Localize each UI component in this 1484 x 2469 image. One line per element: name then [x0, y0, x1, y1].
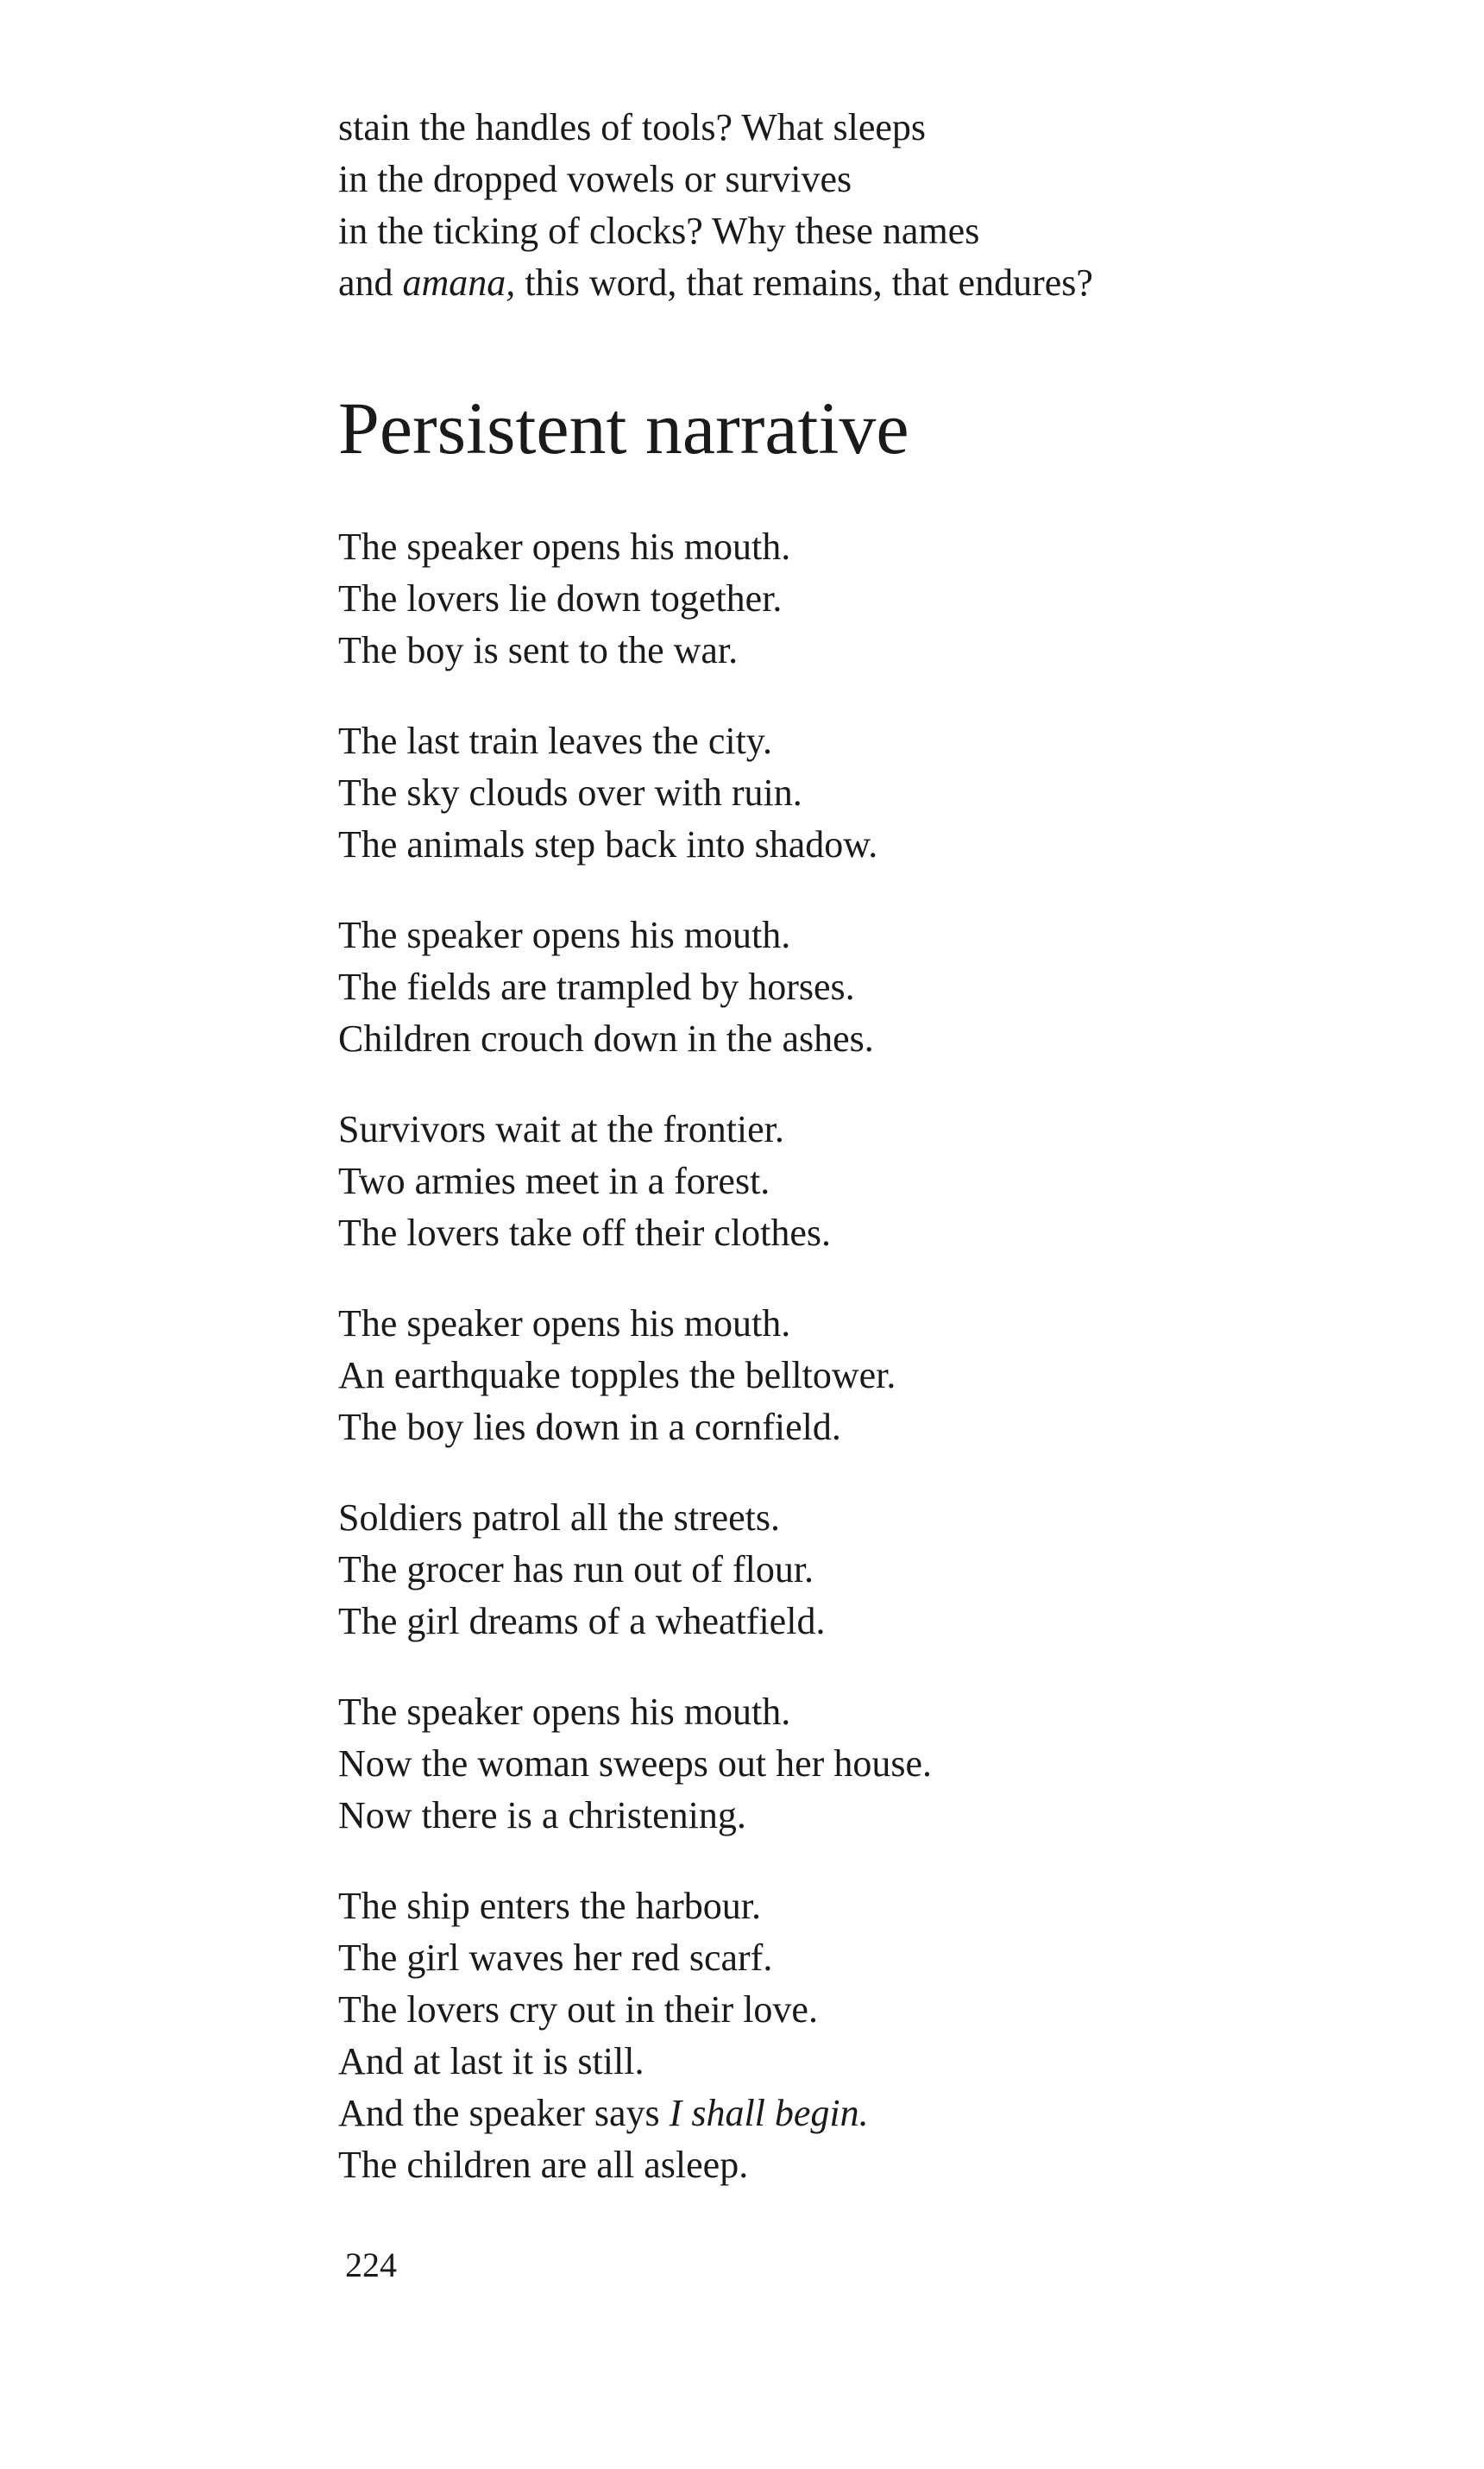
poem-line: [338, 961, 1374, 1013]
stanza: [338, 1104, 1374, 1259]
poem-line: [338, 1104, 1374, 1156]
line-text: The lovers cry out in their love.: [338, 1988, 818, 2031]
line-text: The fields are trampled by horses.: [338, 966, 855, 1008]
line-text: The speaker opens his mouth.: [338, 526, 791, 568]
poem-line: [338, 1544, 1374, 1596]
line-italic-text: amana,: [402, 261, 516, 304]
poem-line: [338, 1350, 1374, 1401]
poem-title: Persistent narrative: [338, 387, 909, 469]
poem-line: [338, 1013, 1374, 1065]
poem-line: [338, 521, 1374, 573]
line-text: The lovers lie down together.: [338, 577, 783, 620]
line-text: The lovers take off their clothes.: [338, 1212, 831, 1254]
poem-line: [338, 573, 1374, 625]
line-text: Now there is a christening.: [338, 1794, 746, 1836]
poem-line: [338, 625, 1374, 677]
line-text: stain the handles of tools? What sleeps: [338, 106, 927, 148]
poem-line: [338, 1596, 1374, 1647]
poem-line: [338, 1492, 1374, 1544]
poem-line: [338, 1932, 1374, 1984]
poem-line: [338, 1686, 1374, 1738]
poem-line: [338, 1738, 1374, 1790]
poem-body: [338, 521, 1374, 2191]
poem-line: [338, 1984, 1374, 2036]
stanza: [338, 521, 1374, 677]
poem-line: [338, 715, 1374, 767]
stanza: [338, 1298, 1374, 1453]
poem-line: [338, 1880, 1374, 1932]
poem-line: [338, 102, 1374, 154]
poem-line: [338, 2088, 1374, 2139]
poem-line: [338, 1207, 1374, 1259]
line-text: The boy is sent to the war.: [338, 629, 739, 671]
line-text-continued: this word, that remains, that endures?: [515, 261, 1093, 304]
poem-line: [338, 1401, 1374, 1453]
line-text: Soldiers patrol all the streets.: [338, 1496, 780, 1539]
line-text: The boy lies down in a cornfield.: [338, 1406, 841, 1448]
line-text: The last train leaves the city.: [338, 720, 772, 762]
poem-line: [338, 205, 1374, 257]
line-text: The grocer has run out of flour.: [338, 1548, 814, 1590]
line-text: The children are all asleep.: [338, 2144, 749, 2186]
line-text: in the dropped vowels or survives: [338, 158, 852, 200]
line-text: The girl dreams of a wheatfield.: [338, 1600, 826, 1642]
intro-stanza: [338, 102, 1374, 309]
line-text: The girl waves her red scarf.: [338, 1937, 773, 1979]
page-number: 224: [345, 2245, 397, 2284]
stanza: [338, 715, 1374, 871]
stanza: [338, 1880, 1374, 2191]
poem-line: [338, 819, 1374, 871]
line-text: An earthquake topples the belltower.: [338, 1354, 896, 1396]
line-text: And at last it is still.: [338, 2040, 645, 2082]
poem-line: [338, 910, 1374, 961]
line-text: Now the woman sweeps out her house.: [338, 1742, 932, 1785]
poem-line: [338, 257, 1374, 309]
poem-line: [338, 767, 1374, 819]
poem-line: [338, 2036, 1374, 2088]
line-text: And the speaker says: [338, 2092, 670, 2134]
poem-line: [338, 154, 1374, 205]
line-text: The speaker opens his mouth.: [338, 914, 791, 956]
page-text: [338, 102, 1374, 2191]
poem-line: [338, 2139, 1374, 2191]
line-italic-text: I shall begin.: [669, 2092, 869, 2134]
poem-line: [338, 1156, 1374, 1207]
line-text: The sky clouds over with ruin.: [338, 772, 802, 814]
line-text: Two armies meet in a forest.: [338, 1160, 770, 1202]
line-text: The ship enters the harbour.: [338, 1885, 761, 1927]
poem-line: [338, 1298, 1374, 1350]
stanza: [338, 1686, 1374, 1842]
line-text: Survivors wait at the frontier.: [338, 1108, 784, 1150]
stanza: [338, 910, 1374, 1065]
line-text: The animals step back into shadow.: [338, 823, 878, 866]
line-text: Children crouch down in the ashes.: [338, 1017, 874, 1060]
line-text: and: [338, 261, 403, 304]
line-text: in the ticking of clocks? Why these names: [338, 210, 980, 252]
stanza: [338, 1492, 1374, 1647]
poem-line: [338, 1790, 1374, 1842]
line-text: The speaker opens his mouth.: [338, 1691, 791, 1733]
line-text: The speaker opens his mouth.: [338, 1302, 791, 1345]
